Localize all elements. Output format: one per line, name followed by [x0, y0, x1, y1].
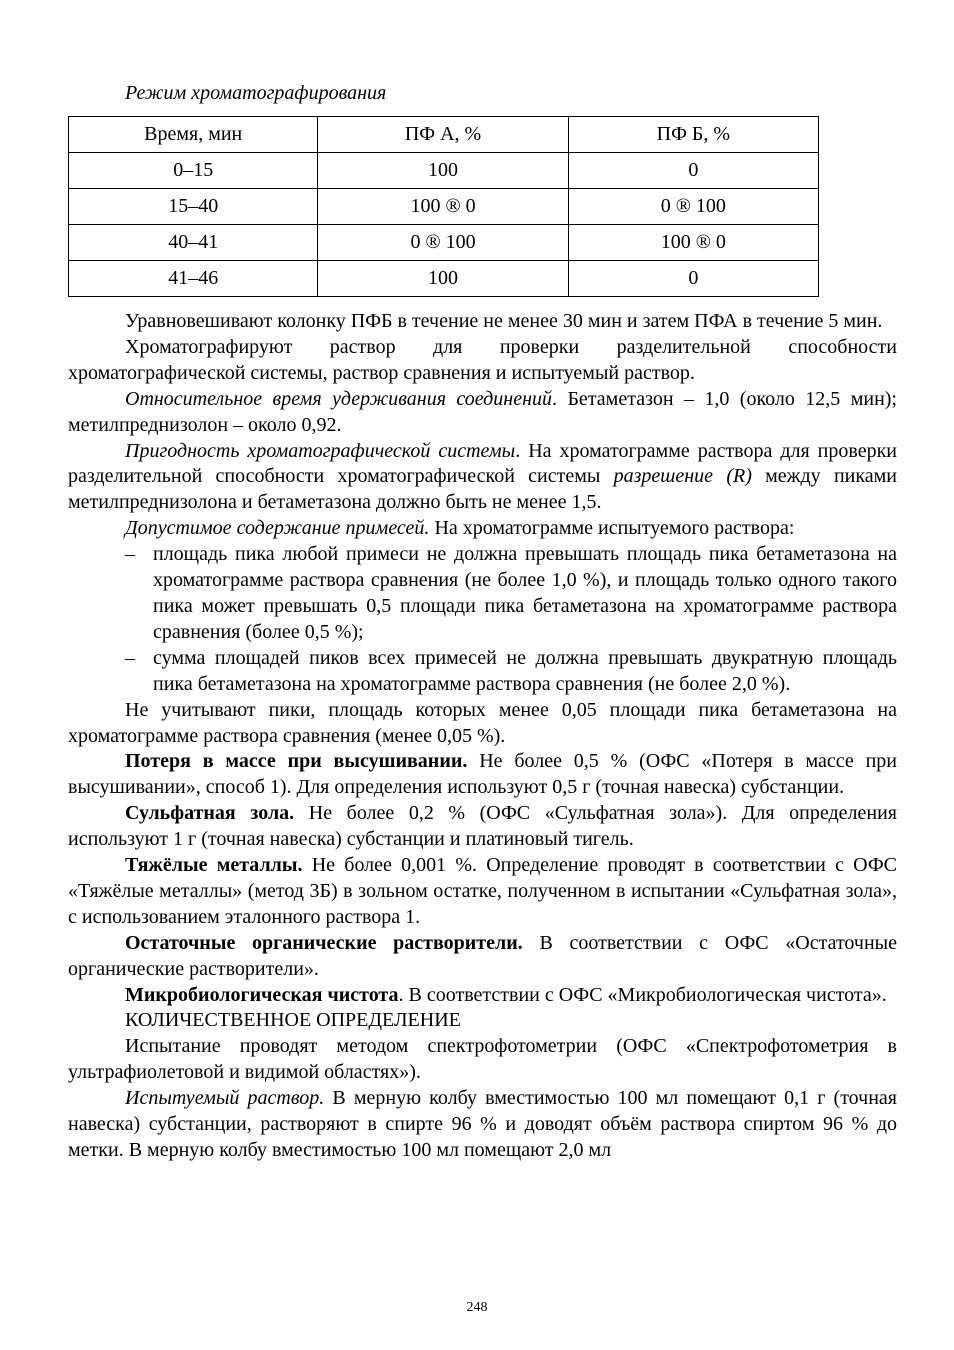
table-cell: 100 ® 0: [568, 225, 818, 261]
test-solution-text: В мерную колбу вместимостью 100 мл помещают 0,1 г (точная навеска) субстанции, растворяют в спирте 96 % и доводят объём раствора спиртом 96 % до метки. В мерную колбу вместимостью 100 мл помещают 2,0 мл: [68, 1087, 897, 1161]
suitability-title: Пригодность хроматографической системы: [125, 439, 516, 462]
solvents-text: В соответствии с ОФС «Остаточные органические растворители».: [68, 931, 897, 980]
test-solution-title: Испытуемый раствор.: [125, 1087, 325, 1110]
micro-text: . В соответствии с ОФС «Микробиологическая чистота».: [398, 983, 887, 1006]
ash-title: Сульфатная зола.: [125, 802, 295, 825]
table-cell: 15–40: [69, 189, 318, 225]
table-cell: 0: [568, 153, 818, 189]
paragraph-quant-method: Испытание проводят методом спектрофотометрии (ОФС «Спектрофотометрия в ультрафиолетовой и видимой областях»).: [68, 1035, 897, 1084]
suitability-text: . На хроматограмме раствора для проверки разделительной способности хроматографической системы: [68, 439, 897, 488]
loss-title: Потеря в массе при высушивании.: [125, 750, 468, 773]
paragraph-disregard: Не учитывают пики, площадь которых менее 0,05 площади пика бетаметазона на хроматограмме раствора сравнения (менее 0,05 %).: [68, 698, 897, 747]
section-heading: КОЛИЧЕСТВЕННОЕ ОПРЕДЕЛЕНИЕ: [125, 1009, 461, 1032]
table-row: [69, 153, 819, 189]
body-text: [68, 309, 897, 1164]
micro-title: Микробиологическая чистота: [125, 983, 399, 1006]
table-cell: 0 ® 100: [318, 225, 568, 261]
dash-marker: –: [125, 646, 135, 669]
paragraph-test-solution: [68, 1086, 897, 1164]
chromatography-table: [68, 116, 819, 297]
paragraph-chromatograph: Хроматографируют раствор для проверки разделительной способности хроматографической системы, раствор сравнения и испытуемый раствор.: [68, 335, 897, 384]
list-item-text: площадь пика любой примеси не должна превышать площадь пика бетаметазона на хроматограмме раствора сравнения (не более 1,0 %), и площадь только одного такого пика может превышать 0,5 площади пика бетаметазона на хроматограмме раствора сравнения (более 0,5 %);: [153, 543, 897, 643]
paragraph-sulfated-ash: [68, 801, 897, 853]
paragraph-suitability: [68, 439, 897, 517]
table-cell: 0: [568, 261, 818, 297]
retention-text: . Бетаметазон – 1,0 (около 12,5 мин); метилпреднизолон – около 0,92.: [68, 387, 897, 436]
paragraph-heavy-metals: [68, 853, 897, 931]
metals-text: Не более 0,001 %. Определение проводят в соответствии с ОФС «Тяжёлые металлы» (метод 3Б) в зольном остатке, полученном в испытании «Сульфатная зола», с использованием эталонного раствора 1.: [68, 854, 897, 928]
dash-marker: –: [125, 543, 135, 566]
suitability-text-end: между пиками метилпреднизолона и бетаметазона должно быть не менее 1,5.: [68, 465, 897, 514]
page-number: 248: [466, 1300, 488, 1315]
table-row: [69, 225, 819, 261]
table-cell: 40–41: [69, 225, 318, 261]
document-page: [68, 78, 897, 1164]
paragraph-loss-on-drying: [68, 749, 897, 801]
table-row: [69, 189, 819, 225]
table-cell: 41–46: [69, 261, 318, 297]
header-cell: ПФ А, %: [318, 117, 568, 153]
impurities-title: Допустимое содержание примесей.: [125, 517, 430, 540]
paragraph-impurities: [68, 516, 897, 542]
paragraph-retention: [68, 387, 897, 439]
list-item: [68, 646, 897, 698]
table-caption: Режим хроматографирования: [125, 82, 387, 104]
list-item-text: сумма площадей пиков всех примесей не должна превышать двукратную площадь пика бетаметазона на хроматограмме раствора сравнения (не более 2,0 %).: [153, 646, 897, 695]
loss-text: Не более 0,5 % (ОФС «Потеря в массе при высушивании», способ 1). Для определения используют 0,5 г (точная навеска) субстанции.: [68, 750, 898, 799]
table-cell: 100 ® 0: [318, 189, 568, 225]
ash-text: Не более 0,2 % (ОФС «Сульфатная зола»). Для определения используют 1 г (точная навеска) субстанции и платиновый тигель.: [68, 802, 898, 851]
table-row: [69, 261, 819, 297]
header-cell: ПФ Б, %: [568, 117, 818, 153]
metals-title: Тяжёлые металлы.: [125, 854, 303, 877]
resolution-term: разрешение (R): [613, 465, 752, 488]
table-header-row: [69, 117, 819, 153]
table-cell: 0–15: [69, 153, 318, 189]
paragraph-residual-solvents: [68, 931, 897, 983]
paragraph-microbiological: [68, 983, 897, 1009]
header-cell: Время, мин: [69, 117, 318, 153]
table-cell: 100: [318, 153, 568, 189]
paragraph-equilibrate: Уравновешивают колонку ПФБ в течение не менее 30 мин и затем ПФА в течение 5 мин.: [125, 310, 883, 332]
solvents-title: Остаточные органические растворители.: [125, 931, 523, 954]
retention-title: Относительное время удерживания соединений: [125, 387, 553, 410]
impurity-list: [68, 542, 897, 697]
table-cell: 100: [318, 261, 568, 297]
list-item: [68, 542, 897, 646]
table-cell: 0 ® 100: [568, 189, 818, 225]
impurities-text: На хроматограмме испытуемого раствора:: [429, 517, 795, 540]
